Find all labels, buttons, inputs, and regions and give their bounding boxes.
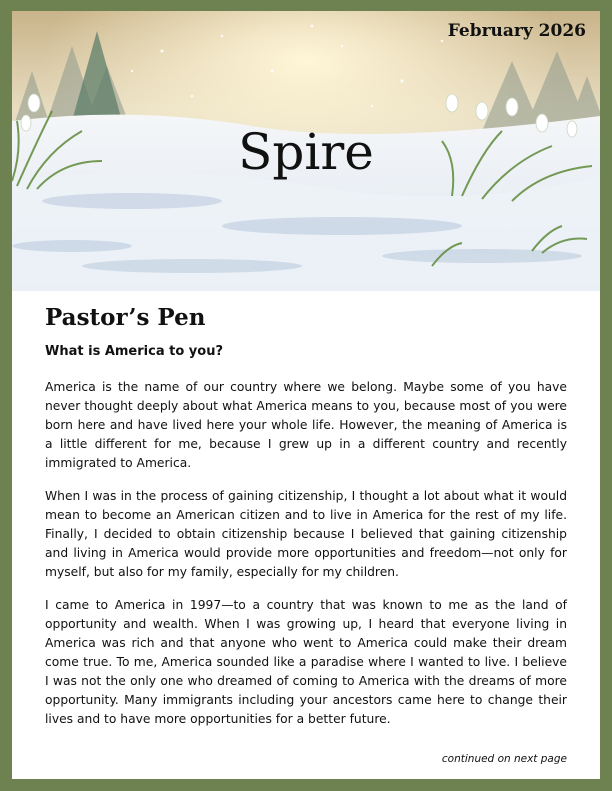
section-heading: Pastor’s Pen [45, 304, 206, 331]
article-paragraph-3: I came to America in 1997—to a country that was known to me as the land of opportunity and wealth. When I was growing up, I heard that everyone living in America was rich and that anyone who went to America could make their dream come true. To me, America sounded like a paradise where I wanted to live. I believe I was not the only one who dreamed of coming to America with the dreams of more opportunity. Many immigrants including your ancestors came here to change their lives and to have more opportunities for a better future. [45, 598, 567, 726]
article-subheading: What is America to you? [45, 344, 223, 359]
issue-date: February 2026 [447, 21, 586, 41]
article-paragraph-1: America is the name of our country where we belong. Maybe some of you have never thought deeply about what America means to you, because most of you were born here and have lived here your whole life. However, the meaning of America is a little different for me, because I grew up in a different country and recently immigrated to America. [45, 380, 567, 470]
continued-note: continued on next page [441, 753, 567, 765]
article-paragraph-2: When I was in the process of gaining citizenship, I thought a lot about what it would mean to become an American citizen and to live in America for the rest of my life. Finally, I decided to obtain citizenship because I believed that gaining citizenship and living in America would provide more opportunities and freedom—not only for myself, but also for my family, especially for my children. [45, 489, 567, 579]
article-body [45, 304, 567, 743]
newsletter-page [12, 11, 600, 779]
newsletter-title: Spire [238, 123, 374, 181]
winter-snow-banner [12, 11, 600, 291]
